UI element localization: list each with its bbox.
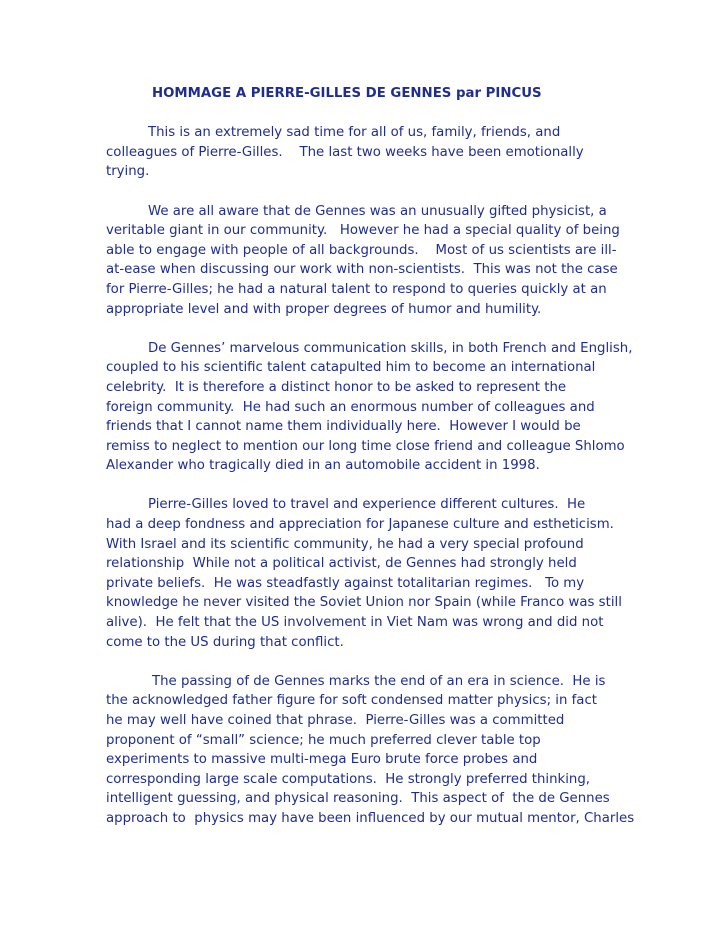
paragraph-line: friends that I cannot name them individually here. However I would be [106,419,581,435]
paragraph-line: experiments to massive multi-mega Euro brute force probes and [106,752,538,768]
paragraph-3 [106,339,633,476]
paragraph-5 [106,672,635,829]
paragraph-line: The passing of de Gennes marks the end of an era in science. He is [152,673,606,689]
paragraph-line: corresponding large scale computations. He strongly preferred thinking, [106,771,590,787]
paragraph-line: With Israel and its scientific community, he had a very special profound [106,536,584,552]
paragraph-line: appropriate level and with proper degrees of humor and humility. [106,301,542,317]
paragraph-1 [106,123,626,182]
paragraph-line: the acknowledged father figure for soft condensed matter physics; in fact [106,693,597,709]
document-title: HOMMAGE A PIERRE-GILLES DE GENNES par PINCUS [152,86,542,101]
paragraph-line: had a deep fondness and appreciation for Japanese culture and estheticism. [106,517,614,533]
paragraph-line: alive). He felt that the US involvement in Viet Nam was wrong and did not [106,615,604,631]
paragraph-line: trying. [106,164,150,180]
paragraph-line: veritable giant in our community. However he had a special quality of being [106,223,620,239]
paragraph-line: remiss to neglect to mention our long time close friend and colleague Shlomo [106,438,625,454]
paragraph-line: celebrity. It is therefore a distinct honor to be asked to represent the [106,379,567,395]
paragraph-line: for Pierre-Gilles; he had a natural talent to respond to queries quickly at an [106,281,607,297]
paragraph-line: knowledge he never visited the Soviet Union nor Spain (while Franco was still [106,595,622,611]
paragraph-4 [106,495,626,652]
paragraph-line: private beliefs. He was steadfastly against totalitarian regimes. To my [106,575,585,591]
paragraph-line: approach to physics may have been influenced by our mutual mentor, Charles [106,810,635,826]
paragraph-line: intelligent guessing, and physical reasoning. This aspect of the de Gennes [106,791,610,807]
paragraph-2 [106,202,626,320]
paragraph-line: proponent of “small” science; he much preferred clever table top [106,732,541,748]
paragraph-line: Alexander who tragically died in an automobile accident in 1998. [106,458,540,474]
paragraph-line: come to the US during that conflict. [106,634,344,650]
paragraph-line: relationship While not a political activist, de Gennes had strongly held [106,556,577,572]
paragraph-line: colleagues of Pierre-Gilles. The last two weeks have been emotionally [106,144,584,160]
paragraph-line: This is an extremely sad time for all of us, family, friends, and [148,125,561,141]
paragraph-line: We are all aware that de Gennes was an unusually gifted physicist, a [148,203,607,219]
paragraph-line: coupled to his scientific talent catapulted him to become an international [106,360,596,376]
paragraph-line: De Gennes’ marvelous communication skills, in both French and English, [148,340,633,356]
paragraph-line: foreign community. He had such an enormous number of colleagues and [106,399,595,415]
paragraph-line: Pierre-Gilles loved to travel and experience different cultures. He [148,497,586,513]
paragraph-line: at-ease when discussing our work with non-scientists. This was not the case [106,262,618,278]
paragraph-line: he may well have coined that phrase. Pierre-Gilles was a committed [106,713,565,728]
paragraph-line: able to engage with people of all backgrounds. Most of us scientists are ill- [106,242,617,258]
document-body [106,84,635,829]
